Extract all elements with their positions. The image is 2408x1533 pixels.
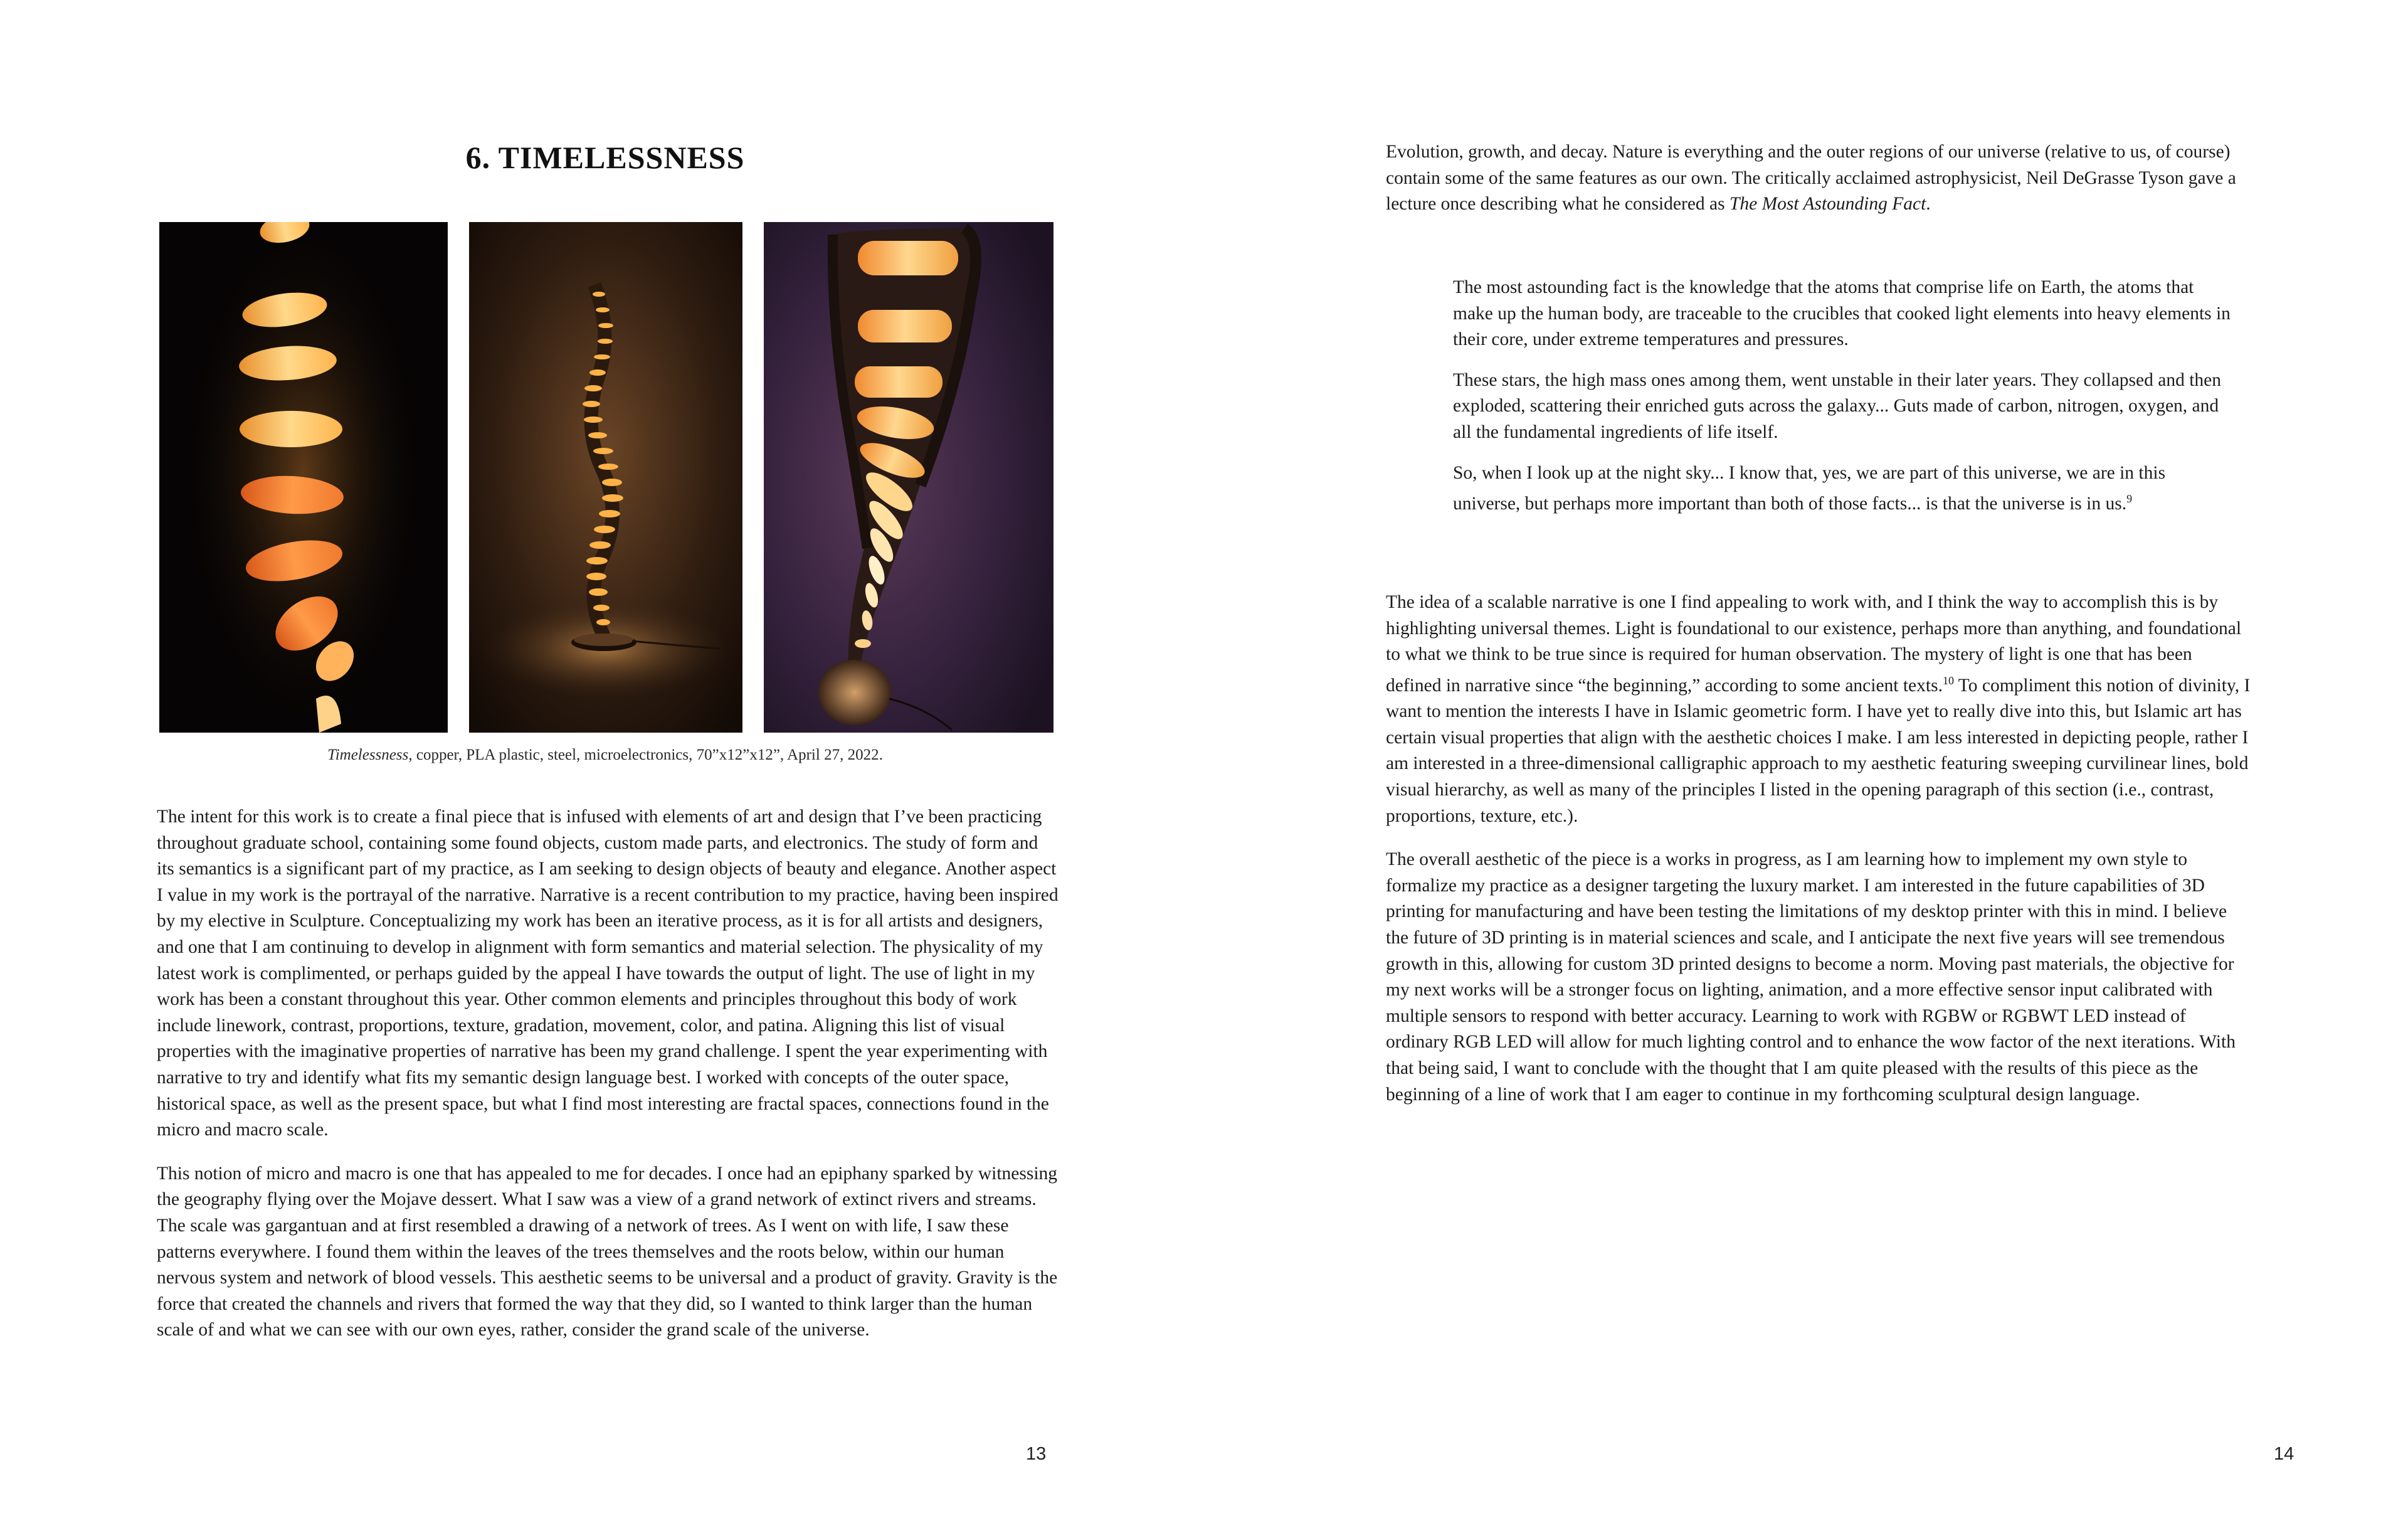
figure-caption (157, 746, 1054, 764)
sculpture-lamp-angle-icon (764, 222, 1054, 733)
paragraph (1386, 590, 2251, 829)
paragraph-text: The idea of a scalable narrative is one I find appealing to work with, and I think the way to accomplish this is by highlighting universal themes. Light is foundational to our existence, perhaps more than anything, and foundational to what we think to be true since is required for human observation. The mystery of light is one that has been defined in narrative since “the beginning,” according to some ancient texts. (1386, 592, 2242, 696)
caption-details: , copper, PLA plastic, steel, microelectronics, 70”x12”x12”, April 27, 2022. (408, 746, 883, 763)
right-page (1204, 0, 2408, 1533)
paragraph-text: To compliment this notion of divinity, I want to mention the interests I have in Islamic geometric form. I have yet to really dive into this, but Islamic art has certain visual properties that align with the aesthetic choices I make. I am less interested in depicting people, rather I am interested in a three-dimensional calligraphic approach to my aesthetic featuring sweeping curvilinear lines, bold visual hierarchy, as well as many of the principles I listed in the opening paragraph of this section (i.e., contrast, proportions, texture, etc.). (1386, 675, 2251, 826)
quote-paragraph-last (1453, 460, 2237, 517)
quote-paragraph: The most astounding fact is the knowledge that the atoms that comprise life on Earth, the atoms that make up the human body, are traceable to the crucibles that cooked light elements into heavy elements in their core, under extreme temperatures and pressures. (1453, 277, 2231, 350)
footnote-marker: 10 (1942, 674, 1954, 687)
sculpture-lamp-full-icon (469, 222, 742, 733)
sculpture-photo-closeup (159, 222, 448, 733)
sculpture-photo-angle (764, 222, 1054, 733)
paragraph: The intent for this work is to create a final piece that is infused with elements of art and design that I’ve been practicing throughout graduate school, containing some found objects, custom made parts, and electronics. The study of form and its semantics is a significant part of my practice, as I am seeking to design objects of beauty and elegance. Another aspect I value in my work is the portrayal of the narrative. Narrative is a recent contribution to my practice, having been inspired by my elective in Sculpture. Conceptualizing my work has been an iterative process, as it is for all artists and designers, and one that I am continuing to develop in alignment with form semantics and material selection. The physicality of my latest work is complimented, or perhaps guided by the appeal I have towards the output of light. The use of light in my work has been a constant throughout this year. Other common elements and principles throughout this body of work include linework, contrast, proportions, texture, gradation, movement, color, and patina. Aligning this list of visual properties with the imaginative properties of narrative has been my grand challenge. I spent the year experimenting with narrative to try and identify what fits my semantic design language best. I worked with concepts of the outer space, historical space, as well as the present space, but what I find most interesting are fractal spaces, connections found in the micro and macro scale. (157, 807, 1059, 1140)
right-page-body (1386, 590, 2251, 1125)
quote-text: So, when I look up at the night sky... I know that, yes, we are part of this universe, we are in this universe, but perhaps more important than both of those facts... is that the universe is in us. (1453, 462, 2166, 514)
footnote-marker: 9 (2126, 492, 2133, 506)
paragraph: The overall aesthetic of the piece is a works in progress, as I am learning how to implement my own style to formalize my practice as a designer targeting the luxury market. I am interested in the future capabilities of 3D printing for manufacturing and have been testing the limitations of my desktop printer with this in mind. I believe the future of 3D printing is in material sciences and scale, and I anticipate the next five years will see tremendous growth in this, allowing for custom 3D printed designs to become a norm. Moving past materials, the objective for my next works will be a stronger focus on lighting, animation, and a more effective sensor input calibrated with multiple sensors to respond with better accuracy. Learning to work with RGBW or RGBWT LED instead of ordinary RGB LED will allow for much lighting control and to enhance the wow factor of the next iterations. With that being said, I want to conclude with the thought that I am quite pleased with the results of this piece as the beginning of a line of work that I am eager to continue in my forthcoming sculptural design language. (1386, 849, 2236, 1105)
left-page-body (157, 804, 1060, 1361)
sculpture-lamp-closeup-icon (159, 222, 448, 733)
page-number: 13 (1026, 1444, 1047, 1464)
quote-paragraph: These stars, the high mass ones among them, went unstable in their later years. They collapsed and then exploded, scattering their enriched guts across the galaxy... Guts made of carbon, nitrogen, oxygen, and all the fundamental ingredients of life itself. (1453, 369, 2222, 442)
sculpture-photo-full (469, 222, 742, 733)
intro-italic-title: The Most Astounding Fact (1729, 194, 1926, 215)
intro-paragraph (1386, 139, 2239, 218)
block-quote (1453, 275, 2237, 532)
paragraph: This notion of micro and macro is one that has appealed to me for decades. I once had an epiphany sparked by witnessing the geography flying over the Mojave dessert. What I saw was a view of a grand network of extinct rivers and streams. The scale was gargantuan and at first resembled a drawing of a network of trees. As I went on with life, I saw these patterns everywhere. I found them within the leaves of the trees themselves and the roots below, within our human nervous system and network of blood vessels. This aesthetic seems to be universal and a product of gravity. Gravity is the force that created the channels and rivers that formed the way that they did, so I wanted to think larger than the human scale of and what we can see with our own eyes, rather, consider the grand scale of the universe. (157, 1163, 1058, 1340)
page-number: 14 (2274, 1444, 2294, 1464)
intro-text: Evolution, growth, and decay. Nature is everything and the outer regions of our universe (relative to us, of course) contain some of the same features as our own. The critically acclaimed astrophysicist, Neil DeGrasse Tyson gave a lecture once describing what he considered as (1386, 142, 2236, 215)
caption-title: Timelessness (327, 746, 409, 763)
section-title: 6. TIMELESSNESS (465, 140, 745, 175)
intro-end: . (1926, 194, 1931, 215)
